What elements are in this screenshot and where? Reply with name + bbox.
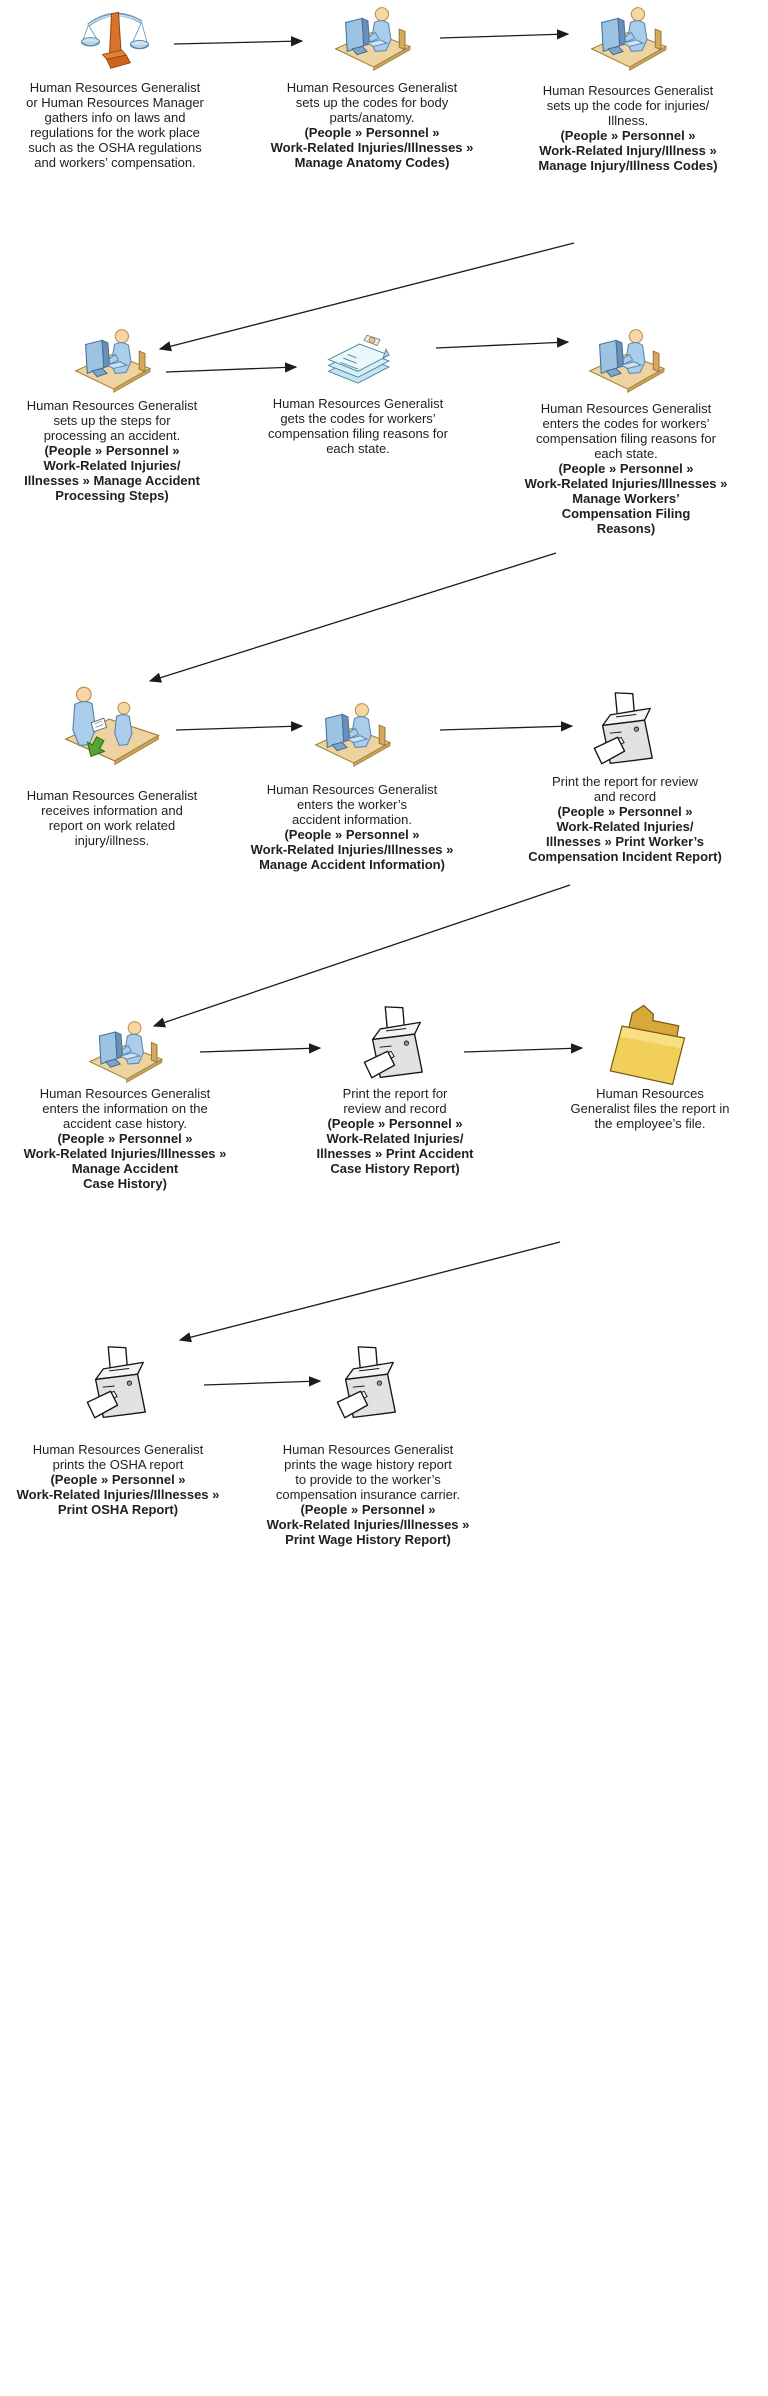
caption-line: Processing Steps) — [55, 488, 169, 503]
caption-line: Print the report for review — [552, 774, 698, 789]
node-caption-gather-regulations — [0, 80, 245, 170]
node-caption-print-wage-history-report — [243, 1442, 493, 1547]
caption-line: the employee’s file. — [594, 1116, 706, 1131]
connector-arrow — [204, 1381, 320, 1385]
caption-line: (People » Personnel » — [44, 443, 180, 458]
caption-line: each state. — [594, 446, 658, 461]
caption-line: Human Resources Generalist — [29, 80, 201, 95]
caption-line: (People » Personnel » — [557, 804, 693, 819]
printer-icon — [583, 688, 667, 776]
worker-icon — [586, 6, 670, 72]
caption-line: Print OSHA Report) — [57, 1502, 179, 1517]
caption-line: (People » Personnel » — [300, 1502, 436, 1517]
caption-line: (People » Personnel » — [57, 1131, 193, 1146]
connector-arrow — [464, 1048, 582, 1052]
node-caption-print-incident-report — [495, 774, 755, 864]
caption-line: or Human Resources Manager — [26, 95, 204, 110]
caption-line: receives information and — [41, 803, 183, 818]
node-caption-enters-case-history — [0, 1086, 255, 1191]
meeting-icon — [62, 684, 162, 776]
printer-icon — [76, 1342, 160, 1430]
worker-icon — [584, 328, 668, 394]
caption-line: Work-Related Injuries/Illnesses » — [270, 140, 474, 155]
caption-line: report on work related — [48, 818, 176, 833]
caption-line: compensation filing reasons for — [536, 431, 716, 446]
node-caption-print-case-history-report — [285, 1086, 505, 1176]
caption-line: parts/anatomy. — [329, 110, 415, 125]
caption-line: gathers info on laws and — [44, 110, 186, 125]
caption-line: (People » Personnel » — [304, 125, 440, 140]
caption-line: Illnesses » Print Worker’s — [546, 834, 704, 849]
caption-line: Print the report for — [342, 1086, 448, 1101]
caption-line: Human Resources Generalist — [286, 80, 458, 95]
caption-line: (People » Personnel » — [558, 461, 694, 476]
caption-line: Print Wage History Report) — [285, 1532, 451, 1547]
caption-line: Human Resources Generalist — [32, 1442, 204, 1457]
caption-line: enters the information on the — [42, 1101, 208, 1116]
connector-arrow — [174, 41, 302, 44]
caption-line: Manage Accident — [71, 1161, 179, 1176]
caption-line: Case History Report) — [330, 1161, 460, 1176]
caption-line: Work-Related Injuries/ — [556, 819, 694, 834]
node-caption-enters-filing-reason-codes — [501, 401, 751, 536]
worker-icon — [70, 328, 154, 394]
connector-arrow — [440, 34, 568, 38]
caption-line: such as the OSHA regulations — [28, 140, 202, 155]
caption-line: Illnesses » Manage Accident — [24, 473, 200, 488]
caption-line: Illness. — [607, 113, 649, 128]
caption-line: prints the wage history report — [284, 1457, 452, 1472]
caption-line: accident case history. — [62, 1116, 188, 1131]
caption-line: (People » Personnel » — [50, 1472, 186, 1487]
node-caption-receives-injury-report — [0, 788, 237, 848]
caption-line: Work-Related Injuries/Illnesses » — [266, 1517, 470, 1532]
caption-line: sets up the codes for body — [295, 95, 449, 110]
caption-line: Illnesses » Print Accident — [316, 1146, 474, 1161]
caption-line: Human Resources Generalist — [272, 396, 444, 411]
caption-line: Generalist files the report in — [570, 1101, 730, 1116]
connector-arrow — [166, 367, 296, 372]
caption-line: Work-Related Injury/Illness » — [539, 143, 717, 158]
caption-line: Compensation Incident Report) — [528, 849, 722, 864]
caption-line: Human Resources — [596, 1086, 704, 1101]
connector-arrow — [436, 342, 568, 348]
node-caption-enters-accident-information — [227, 782, 477, 872]
caption-line: Human Resources Generalist — [39, 1086, 211, 1101]
caption-line: Human Resources Generalist — [540, 401, 712, 416]
connector-arrow — [440, 726, 572, 730]
caption-line: Work-Related Injuries/ — [43, 458, 181, 473]
caption-line: prints the OSHA report — [52, 1457, 184, 1472]
caption-line: injury/illness. — [74, 833, 150, 848]
caption-line: compensation filing reasons for — [268, 426, 448, 441]
folder-icon — [606, 1000, 694, 1090]
printer-icon — [326, 1342, 410, 1430]
caption-line: to provide to the worker’s — [295, 1472, 441, 1487]
connector-arrow — [180, 1242, 560, 1340]
printer-icon — [353, 1002, 437, 1090]
caption-line: (People » Personnel » — [284, 827, 420, 842]
connector-arrow — [176, 726, 302, 730]
caption-line: each state. — [326, 441, 390, 456]
caption-line: enters the worker’s — [296, 797, 408, 812]
node-caption-files-report — [540, 1086, 760, 1131]
caption-line: compensation insurance carrier. — [275, 1487, 461, 1502]
caption-line: Work-Related Injuries/ — [326, 1131, 464, 1146]
node-caption-gets-filing-reason-codes — [233, 396, 483, 456]
caption-line: Work-Related Injuries/Illnesses » — [250, 842, 454, 857]
caption-line: (People » Personnel » — [560, 128, 696, 143]
connector-arrow — [150, 553, 556, 681]
node-caption-setup-processing-steps — [0, 398, 237, 503]
caption-line: Work-Related Injuries/Illnesses » — [23, 1146, 227, 1161]
caption-line: review and record — [343, 1101, 447, 1116]
worker-icon — [83, 1020, 167, 1084]
node-caption-setup-anatomy-codes — [242, 80, 502, 170]
caption-line: Manage Injury/Illness Codes) — [538, 158, 718, 173]
worker-icon — [310, 702, 394, 768]
worker-icon — [330, 6, 414, 72]
caption-line: Work-Related Injuries/Illnesses » — [524, 476, 728, 491]
caption-line: processing an accident. — [43, 428, 181, 443]
node-caption-print-osha-report — [0, 1442, 243, 1517]
caption-line: Human Resources Generalist — [282, 1442, 454, 1457]
caption-line: enters the codes for workers’ — [542, 416, 710, 431]
caption-line: Manage Accident Information) — [259, 857, 445, 872]
caption-line: sets up the code for injuries/ — [546, 98, 710, 113]
caption-line: Work-Related Injuries/Illnesses » — [16, 1487, 220, 1502]
caption-line: accident information. — [292, 812, 412, 827]
caption-line: and workers’ compensation. — [34, 155, 196, 170]
caption-line: Human Resources Generalist — [266, 782, 438, 797]
scales-icon — [80, 2, 150, 76]
connector-arrow — [200, 1048, 320, 1052]
documents-icon — [320, 330, 396, 392]
caption-line: Compensation Filing — [561, 506, 691, 521]
caption-line: and record — [593, 789, 657, 804]
caption-line: Reasons) — [596, 521, 656, 536]
caption-line: regulations for the work place — [30, 125, 200, 140]
node-caption-setup-injury-codes — [498, 83, 758, 173]
caption-line: Human Resources Generalist — [26, 398, 198, 413]
caption-line: gets the codes for workers’ — [280, 411, 436, 426]
caption-line: (People » Personnel » — [327, 1116, 463, 1131]
caption-line: Human Resources Generalist — [542, 83, 714, 98]
caption-line: Manage Anatomy Codes) — [294, 155, 450, 170]
caption-line: Case History) — [83, 1176, 167, 1191]
caption-line: Human Resources Generalist — [26, 788, 198, 803]
caption-line: Manage Workers’ — [572, 491, 680, 506]
caption-line: sets up the steps for — [53, 413, 171, 428]
